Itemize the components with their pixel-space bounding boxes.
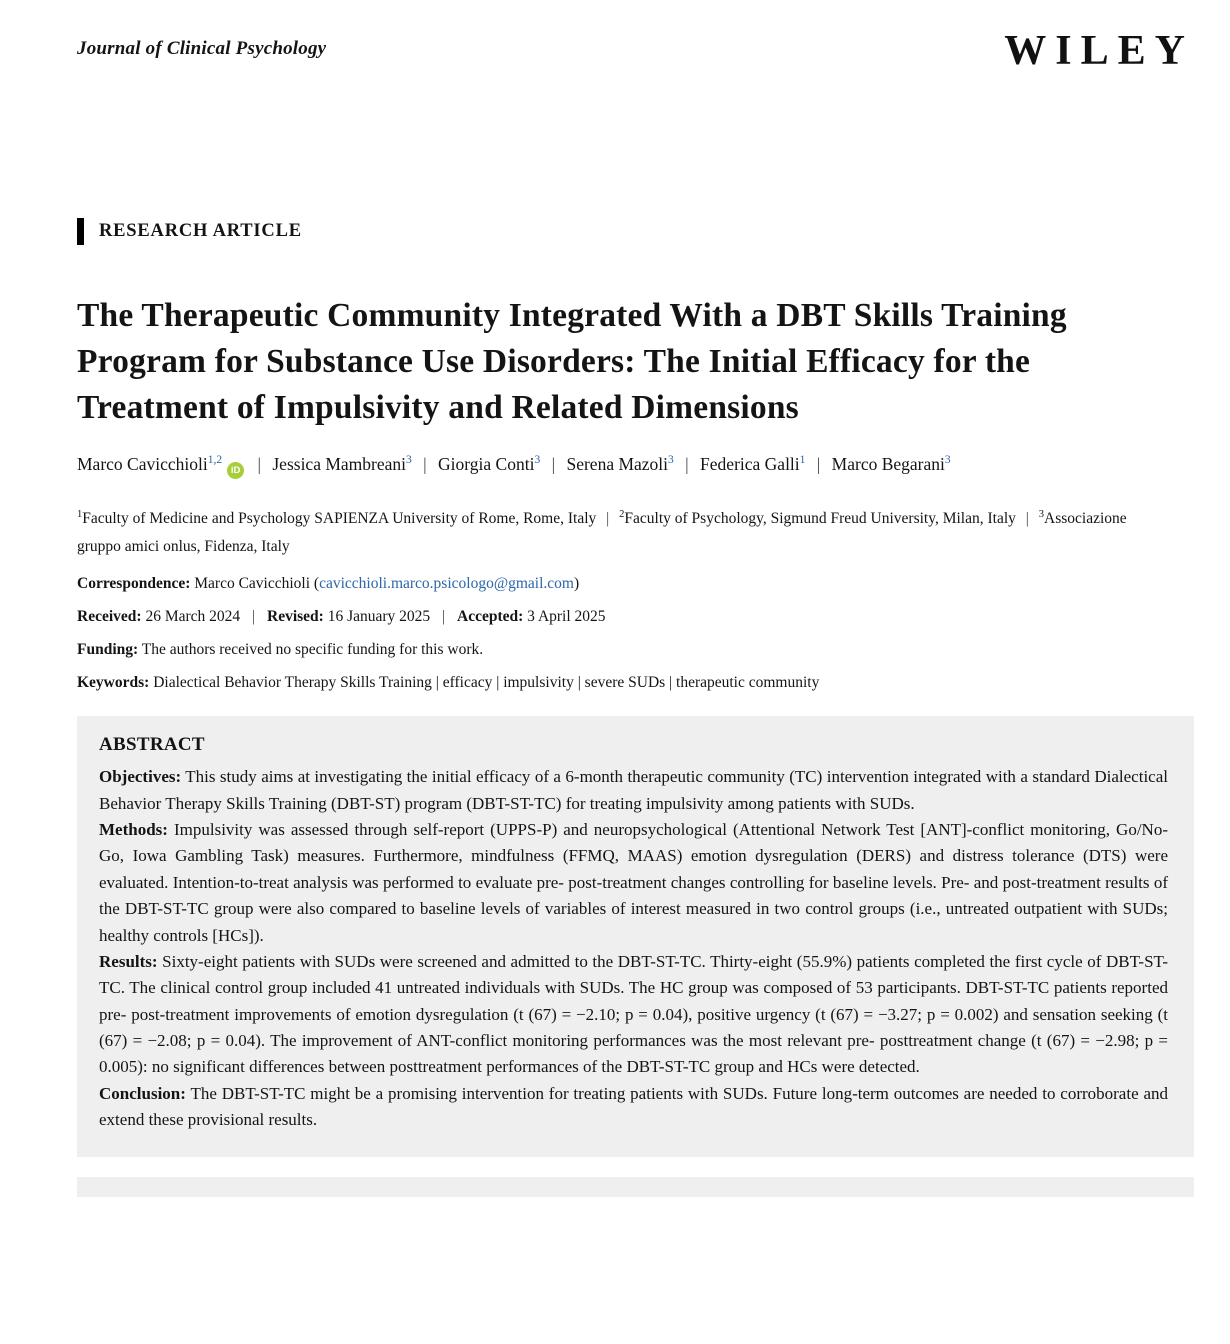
paren-close: ) xyxy=(573,575,580,593)
keywords-line xyxy=(77,674,1194,692)
correspondence-label: Correspondence: xyxy=(77,575,191,593)
abstract-objectives xyxy=(99,764,1168,817)
author-separator: | xyxy=(816,453,821,474)
author-name: Marco Begarani$^3$ xyxy=(831,453,951,474)
methods-text: Impulsivity was assessed through self-report (UPPS-P) and neuropsychological (Attentional Network Test [ANT]-conflict monitoring, Go/No-Go, Iowa Gambling Task) measures. Furthermore, mindfulness (FFMQ, MAAS) emotion dysregulation (DERS) and distress tolerance (DTS) were evaluated. Intention-to-treat analysis was performed to evaluate pre- post-treatment changes controlling for baseline levels. Pre- and post-treatment results of the DBT-ST-TC group were also compared to baseline levels of variables of interest measured in two control groups (i.e., untreated outpatient with SUDs; healthy controls [HCs]). xyxy=(99,820,1168,945)
keywords-label: Keywords: xyxy=(77,674,150,692)
author-name: Marco Cavicchioli$^{1,2}$ xyxy=(77,453,223,474)
author-affiliation-sup: 1 xyxy=(799,453,806,466)
dates-line xyxy=(77,608,1194,626)
paren-open: ( xyxy=(313,575,320,593)
abstract-methods xyxy=(99,817,1168,949)
methods-label: Methods: xyxy=(99,820,168,840)
orcid-icon[interactable]: iD xyxy=(227,462,244,479)
revised-date: 16 January 2025 xyxy=(327,608,431,626)
authors-line xyxy=(77,454,1194,479)
conclusion-label: Conclusion: xyxy=(99,1083,186,1103)
dates-separator: | xyxy=(442,608,446,626)
received-date: 26 March 2024 xyxy=(145,608,241,626)
article-type-banner xyxy=(77,218,1194,245)
author-separator: | xyxy=(551,453,556,474)
abstract-heading: ABSTRACT xyxy=(99,734,205,756)
correspondence-email-link[interactable]: cavicchioli.marco.psicologo@gmail.com xyxy=(319,575,574,593)
page-header xyxy=(77,30,1194,72)
dates-separator: | xyxy=(252,608,256,626)
author-affiliation-sup: 1,2 xyxy=(207,453,223,466)
author-affiliation-sup: 3 xyxy=(944,453,951,466)
author-affiliation-sup: 3 xyxy=(406,453,412,466)
revised-label: Revised: xyxy=(267,608,324,626)
abstract-conclusion xyxy=(99,1081,1168,1134)
author-affiliation-sup: 3 xyxy=(534,453,541,466)
conclusion-text: The DBT-ST-TC might be a promising intervention for treating patients with SUDs. Future long-term outcomes are needed to corroborate and extend these provisional results. xyxy=(99,1083,1168,1129)
article-title: The Therapeutic Community Integrated With a DBT Skills Training Program for Substance Use Disorders: The Initial Efficacy for the Treatment of Impulsivity and Related Dimensions xyxy=(77,297,1067,427)
received-label: Received: xyxy=(77,608,142,626)
results-label: Results: xyxy=(99,951,158,971)
correspondence-line xyxy=(77,575,1194,593)
affiliation-item: $^3$Associazione gruppo amici onlus, Fidenza, Italy xyxy=(77,508,1127,555)
abstract-results xyxy=(99,949,1168,1081)
journal-name: Journal of Clinical Psychology xyxy=(77,38,327,59)
author-separator: | xyxy=(257,453,261,474)
affiliation-separator: | xyxy=(606,509,610,527)
author-separator: | xyxy=(685,453,689,474)
next-section-box-edge xyxy=(77,1177,1194,1197)
author-affiliation-sup: 3 xyxy=(668,453,674,466)
author-separator: | xyxy=(423,453,427,474)
correspondence-name: Marco Cavicchioli xyxy=(194,575,311,593)
affiliation-item: $^2$Faculty of Psychology, Sigmund Freud University, Milan, Italy xyxy=(619,508,1016,527)
accepted-label: Accepted: xyxy=(457,608,524,626)
article-type-bar-icon xyxy=(77,218,84,245)
funding-label: Funding: xyxy=(77,641,139,659)
author-name: Federica Galli$^1$ xyxy=(700,453,806,474)
wiley-logo: WILEY xyxy=(1004,28,1194,74)
article-page xyxy=(77,30,1194,1197)
author-name: Jessica Mambreani$^3$ xyxy=(272,453,412,474)
author-name: Giorgia Conti$^3$ xyxy=(438,453,541,474)
article-type-label: RESEARCH ARTICLE xyxy=(99,221,302,241)
funding-line xyxy=(77,641,1194,659)
funding-text: The authors received no specific funding for this work. xyxy=(141,641,484,659)
objectives-label: Objectives: xyxy=(99,767,182,787)
affiliations-line xyxy=(77,505,1157,561)
accepted-date: 3 April 2025 xyxy=(527,608,606,626)
objectives-text: This study aims at investigating the initial efficacy of a 6-month therapeutic community (TC) intervention integrated with a standard Dialectical Behavior Therapy Skills Training (DBT-ST) program (DBT-ST-TC) for treating impulsivity among patients with SUDs. xyxy=(99,767,1168,813)
results-text: Sixty-eight patients with SUDs were screened and admitted to the DBT-ST-TC. Thirty-eight (55.9%) patients completed the first cycle of DBT-ST-TC. The clinical control group included 41 untreated individuals with SUDs. The HC group was composed of 53 participants. DBT-ST-TC patients reported pre- post-treatment improvements of emotion dysregulation (t (67) = −2.10; p = 0.04), positive urgency (t (67) = −3.27; p = 0.002) and sensation seeking (t (67) = −2.08; p = 0.04). The improvement of ANT-conflict monitoring performances was the most relevant pre- posttreatment change (t (67) = −2.98; p = 0.005): no significant differences between posttreatment performances of the DBT-ST-TC group and HCs were detected. xyxy=(99,951,1169,1077)
keywords-text: Dialectical Behavior Therapy Skills Training | efficacy | impulsivity | severe SUDs | therapeutic community xyxy=(153,674,820,692)
abstract-box xyxy=(77,716,1194,1157)
affiliation-separator: | xyxy=(1025,509,1029,527)
affiliation-item: $^1$Faculty of Medicine and Psychology SAPIENZA University of Rome, Rome, Italy xyxy=(77,508,597,527)
author-name: Serena Mazoli$^3$ xyxy=(566,453,674,474)
